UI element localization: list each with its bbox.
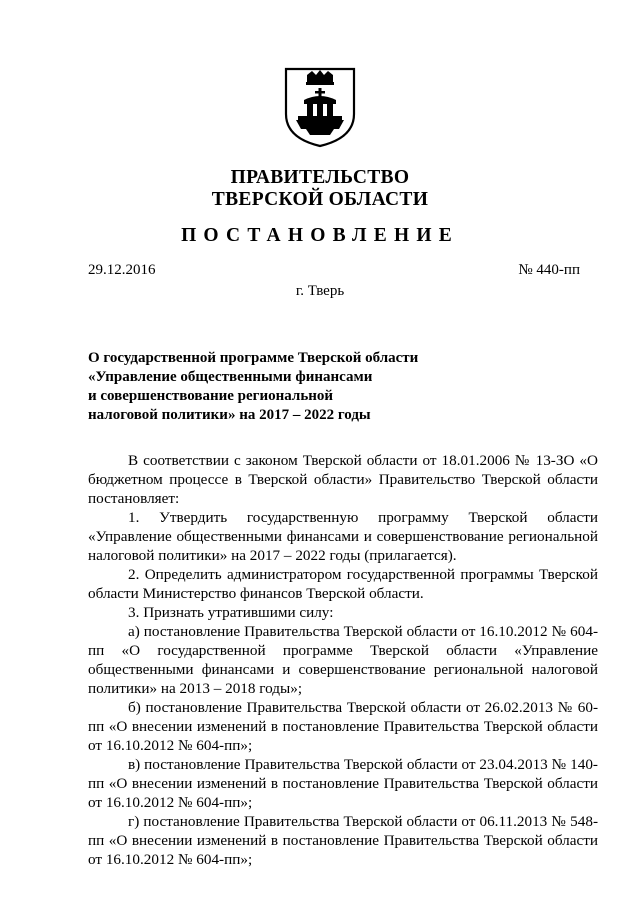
title-line: О государственной программе Тверской области bbox=[88, 350, 419, 366]
document-city: г. Тверь bbox=[295, 283, 345, 299]
clause-3b: б) постановление Правительства Тверской области от 26.02.2013 № 60-пп «О внесении изменений в постановление Правительства Тверской области от 16.10.2012 № 604-пп»; bbox=[88, 699, 598, 754]
title-line: «Управление общественными финансами bbox=[88, 369, 373, 385]
document-number: № 440-пп bbox=[518, 262, 580, 278]
title-line: налоговой политики» на 2017 – 2022 годы bbox=[88, 407, 371, 423]
government-title-line2: ТВЕРСКОЙ ОБЛАСТИ bbox=[211, 189, 429, 210]
document-title bbox=[88, 349, 448, 425]
preamble-paragraph: В соответствии с законом Тверской области от 18.01.2006 № 13-ЗО «О бюджетном процессе в Тверской области» Правительство Тверской области постановляет: bbox=[88, 452, 598, 507]
document-type: ПОСТАНОВЛЕНИЕ bbox=[181, 225, 459, 246]
clause-2: 2. Определить администратором государственной программы Тверской области Министерство финансов Тверской области. bbox=[88, 566, 598, 602]
clause-3: 3. Признать утратившими силу: bbox=[128, 604, 334, 621]
government-title-line1: ПРАВИТЕЛЬСТВО bbox=[230, 167, 410, 188]
clause-3v: в) постановление Правительства Тверской области от 23.04.2013 № 140-пп «О внесении изменений в постановление Правительства Тверской области от 16.10.2012 № 604-пп»; bbox=[88, 756, 598, 811]
document-date: 29.12.2016 bbox=[88, 262, 156, 278]
document-body bbox=[88, 451, 598, 869]
clause-3g: г) постановление Правительства Тверской области от 06.11.2013 № 548-пп «О внесении изменений в постановление Правительства Тверской области от 16.10.2012 № 604-пп»; bbox=[88, 813, 598, 868]
clause-3a: а) постановление Правительства Тверской области от 16.10.2012 № 604-пп «О государственной программе Тверской области «Управление общественными финансами и совершенствование региональной налоговой политики» на 2013 – 2018 годы»; bbox=[88, 623, 598, 697]
coat-of-arms-icon bbox=[282, 66, 358, 148]
clause-1: 1. Утвердить государственную программу Тверской области «Управление общественными финансами и совершенствование региональной налоговой политики» на 2017 – 2022 годы (прилагается). bbox=[88, 509, 598, 564]
title-line: и совершенствование региональной bbox=[88, 388, 334, 404]
